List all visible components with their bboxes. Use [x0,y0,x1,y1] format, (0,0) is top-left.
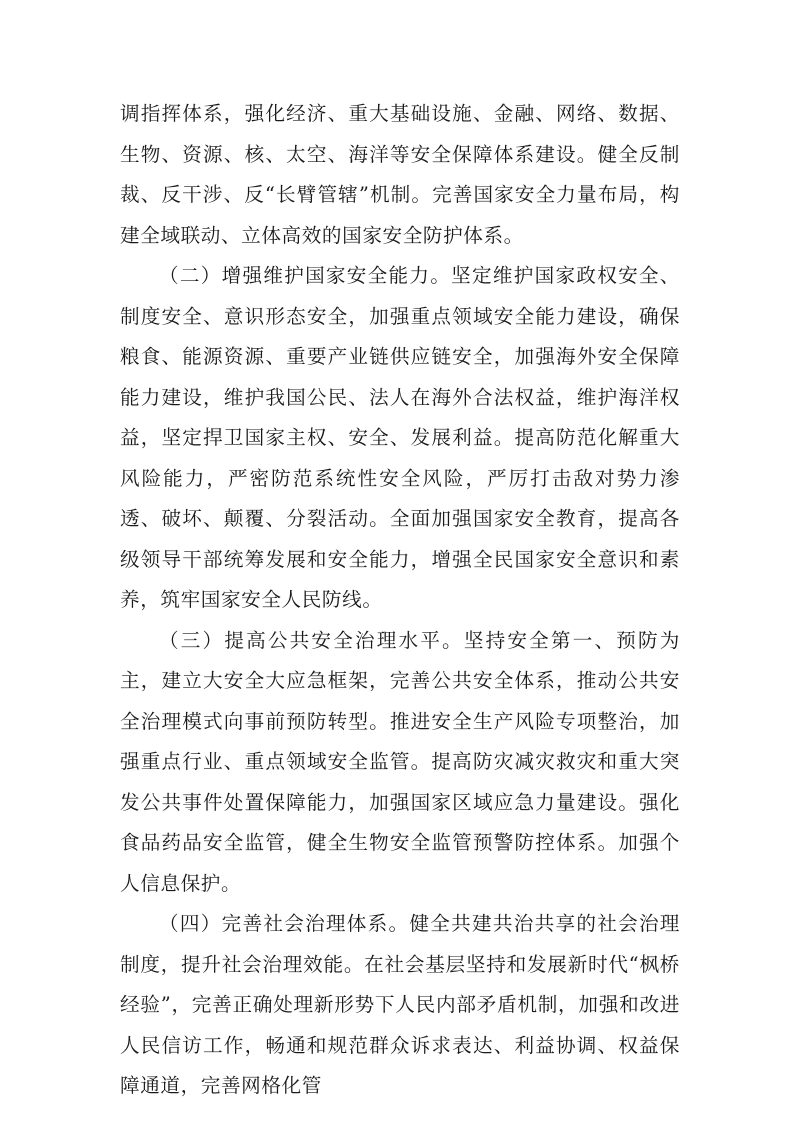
paragraph-continued: 调指挥体系，强化经济、重大基础设施、金融、网络、数据、生物、资源、核、太空、海洋等安全保障体系建设。健全反制裁、反干涉、反“长臂管辖”机制。完善国家安全力量布局，构建全域联动、立体高效的国家安全防护体系。 [120,102,680,247]
document-body [120,94,680,1107]
paragraph-national-security-capability: （二）增强维护国家安全能力。坚定维护国家政权安全、制度安全、意识形态安全，加强重点领域安全能力建设，确保粮食、能源资源、重要产业链供应链安全，加强海外安全保障能力建设，维护我国公民、法人在海外合法权益，维护海洋权益，坚定捍卫国家主权、安全、发展利益。提高防范化解重大风险能力，严密防范系统性安全风险，严厉打击敌对势力渗透、破坏、颠覆、分裂活动。全面加强国家安全教育，提高各级领导干部统筹发展和安全能力，增强全民国家安全意识和素养，筑牢国家安全人民防线。 [120,264,680,611]
paragraph-social-governance-system: （四）完善社会治理体系。健全共建共治共享的社会治理制度，提升社会治理效能。在社会基层坚持和发展新时代“枫桥经验”，完善正确处理新形势下人民内部矛盾机制，加强和改进人民信访工作，畅通和规范群众诉求表达、利益协调、权益保障通道，完善网格化管 [120,912,680,1097]
paragraph-public-safety-governance: （三）提高公共安全治理水平。坚持安全第一、预防为主，建立大安全大应急框架，完善公共安全体系，推动公共安全治理模式向事前预防转型。推进安全生产风险专项整治，加强重点行业、重点领域安全监管。提高防灾减灾救灾和重大突发公共事件处置保障能力，加强国家区域应急力量建设。强化食品药品安全监管，健全生物安全监管预警防控体系。加强个人信息保护。 [120,628,680,895]
